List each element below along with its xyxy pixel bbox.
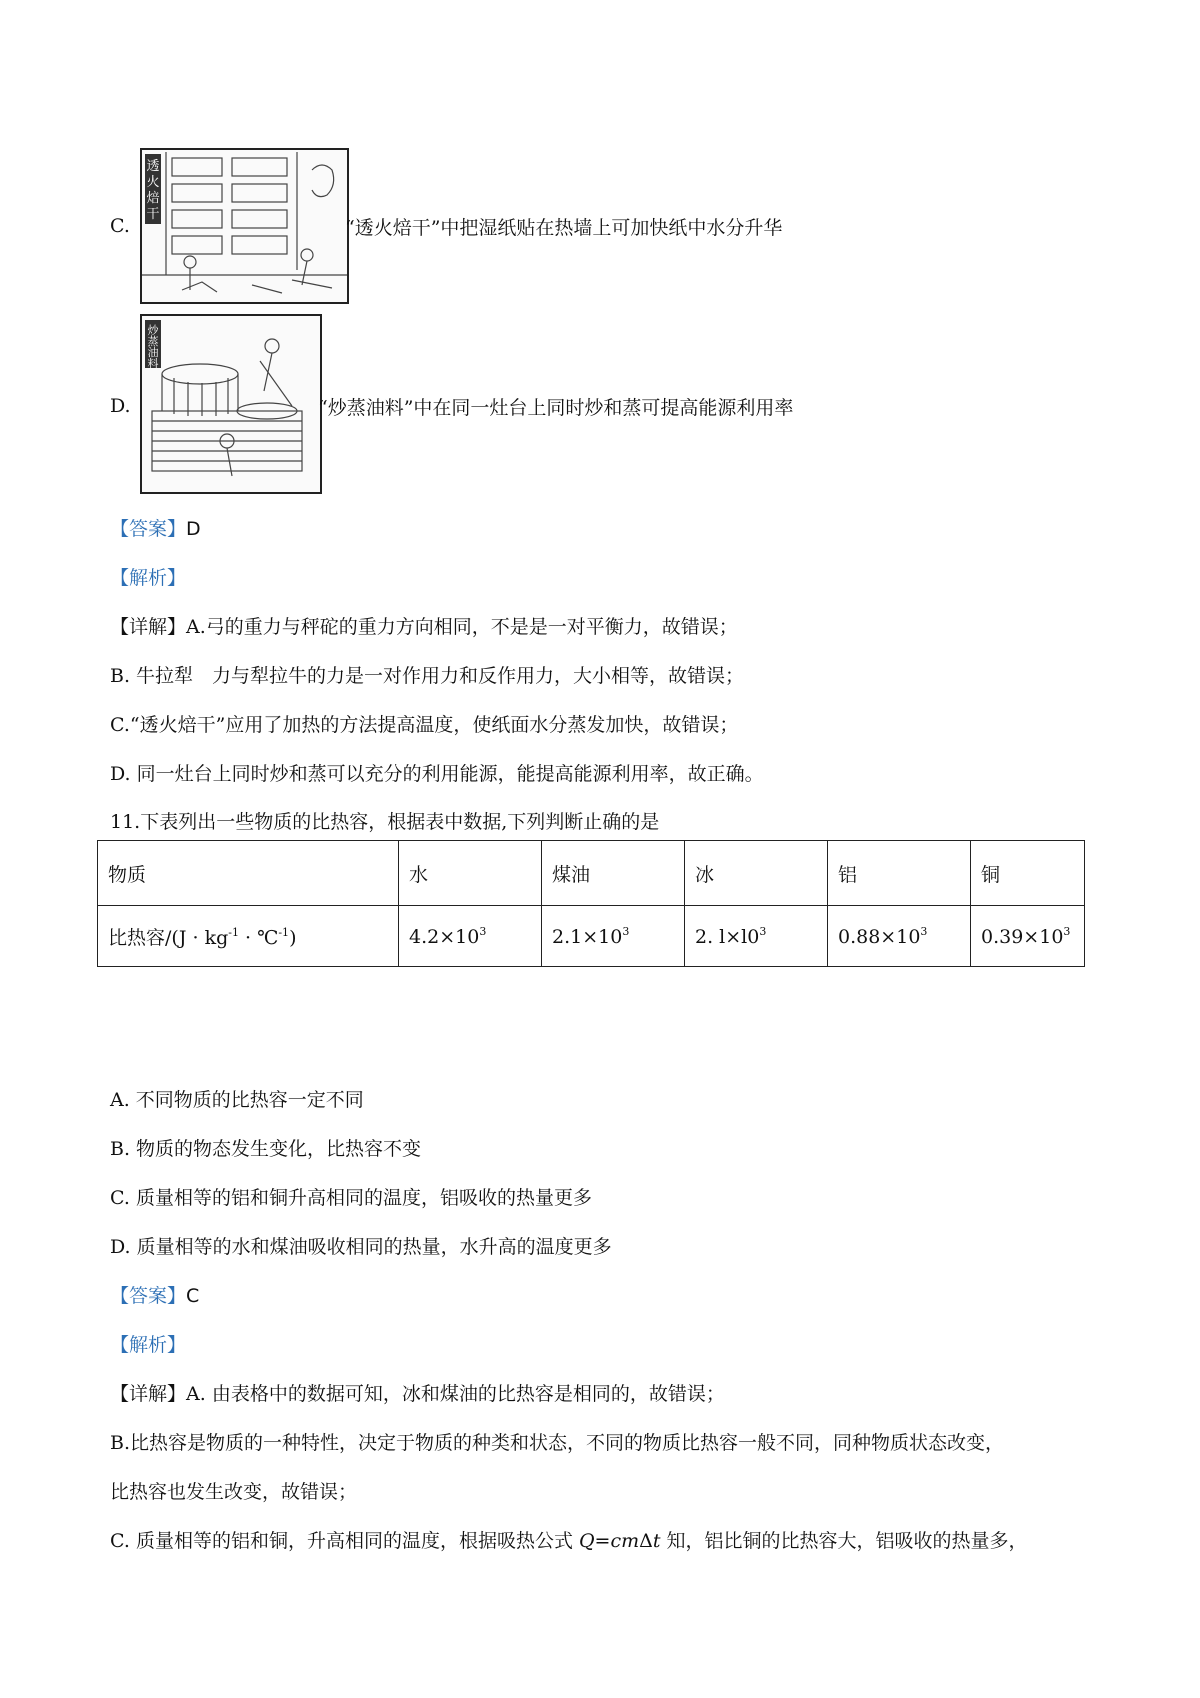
q11-answer-value: C [186, 1285, 200, 1307]
q11-detail-tag: 【详解】 [110, 1383, 187, 1405]
option-c-figure [140, 148, 349, 304]
svg-text:蒸: 蒸 [147, 335, 159, 348]
table-header-cell: 铜 [971, 841, 1085, 906]
option-c-letter: C. [110, 215, 130, 237]
q11-answer-tag: 【答案】 [110, 1285, 187, 1307]
svg-text:干: 干 [146, 207, 160, 222]
q10-detail-3: C.“透火焙干”应用了加热的方法提高温度，使纸面水分蒸发加快，故错误； [110, 714, 739, 736]
table-header-row [98, 841, 1085, 906]
q10-detail-1: 【详解】A.弓的重力与秤砣的重力方向相同，不是是一对平衡力，故错误； [110, 616, 738, 638]
q11-option-c: C. 质量相等的铝和铜升高相同的温度，铝吸收的热量更多 [110, 1187, 592, 1209]
table-header-cell: 冰 [685, 841, 828, 906]
q11-option-d: D. 质量相等的水和煤油吸收相同的热量，水升高的温度更多 [110, 1236, 612, 1258]
q11-option-b: B. 物质的物态发生变化，比热容不变 [110, 1138, 422, 1160]
q10-answer-value: D [186, 518, 201, 540]
option-c-text: “透火焙干”中把湿纸贴在热墙上可加快纸中水分升华 [345, 217, 783, 239]
table-header-cell: 物质 [98, 841, 399, 906]
svg-text:炒: 炒 [147, 324, 159, 337]
q10-detail-2: B. 牛拉犁 力与犁拉牛的力是一对作用力和反作用力，大小相等，故错误； [110, 665, 745, 687]
specific-heat-table [97, 840, 1085, 967]
q11-analysis-tag: 【解析】 [110, 1334, 187, 1356]
q11-detail-2b: 比热容也发生改变，故错误； [110, 1481, 358, 1503]
q10-analysis-tag: 【解析】 [110, 567, 187, 589]
q10-answer [110, 514, 201, 541]
svg-text:火: 火 [146, 175, 160, 190]
q11-detail-2: B.比热容是物质的一种特性，决定于物质的种类和状态，不同的物质比热容一般不同，同种物质状态改变， [110, 1432, 1005, 1454]
q11-option-a: A. 不同物质的比热容一定不同 [110, 1089, 364, 1111]
option-c-figure-label-1: 透 [146, 159, 160, 174]
table-row-label: 比热容$/(J \cdot kg^{-1}$ · ℃$^{-1}$) [98, 906, 399, 967]
q10-detail-4: D. 同一灶台上同时炒和蒸可以充分的利用能源，能提高能源利用率，故正确。 [110, 763, 764, 785]
table-header-cell: 铝 [828, 841, 971, 906]
table-row [98, 906, 1085, 967]
svg-text:油: 油 [147, 346, 159, 359]
q10-detail-tag: 【详解】 [110, 616, 187, 638]
option-d-letter: D. [110, 395, 131, 417]
heat-formula: Q=cm [578, 1530, 640, 1552]
table-cell: $0.39\times 10^3$ [971, 906, 1085, 967]
svg-text:料: 料 [147, 357, 159, 370]
q11-answer [110, 1281, 199, 1308]
q11-detail-1: 【详解】A. 由表格中的数据可知，冰和煤油的比热容是相同的，故错误； [110, 1383, 725, 1405]
q10-answer-tag: 【答案】 [110, 518, 187, 540]
table-header-cell: 煤油 [542, 841, 685, 906]
q11-stem: 11.下表列出一些物质的比热容，根据表中数据,下列判断止确的是 [110, 811, 660, 833]
table-cell: 2. $l\times l0^3$ [685, 906, 828, 967]
table-cell: $0.88\times 10^3$ [828, 906, 971, 967]
svg-text:焙: 焙 [146, 191, 160, 206]
table-header-cell: 水 [399, 841, 542, 906]
table-cell: $2.1\times 10^3$ [542, 906, 685, 967]
option-d-text: “炒蒸油料”中在同一灶台上同时炒和蒸可提高能源利用率 [318, 397, 794, 419]
option-d-figure [140, 314, 322, 494]
q11-detail-3: C. 质量相等的铝和铜，升高相同的温度，根据吸热公式 Q=cmΔt 知，铝比铜的比热容大，铝吸收的热量多， [110, 1530, 1028, 1552]
table-cell: $4.2\times 10^3$ [399, 906, 542, 967]
